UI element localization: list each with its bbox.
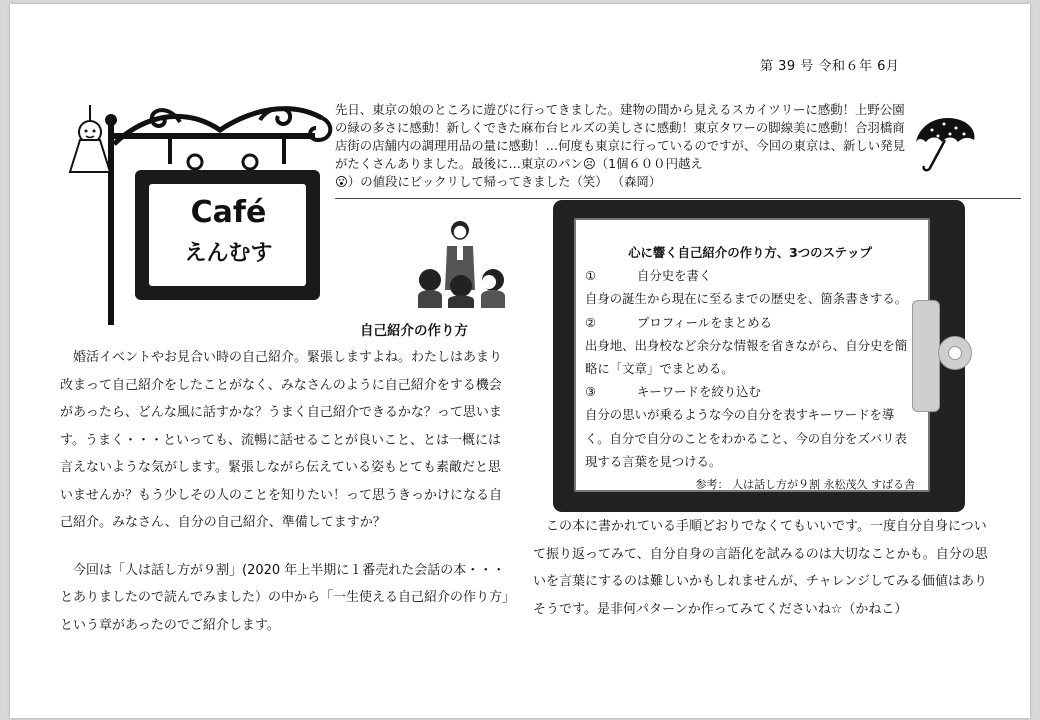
right-column-body — [533, 513, 988, 623]
step-heading-text: 自分史を書く — [637, 268, 712, 284]
sign-title: Café — [190, 195, 267, 230]
step-2-heading — [585, 311, 915, 334]
clipboard-clip-hole — [948, 346, 962, 360]
left-section-title: 自己紹介の作り方 — [360, 323, 468, 339]
left-paragraph-2: 今回は「人は話し方が９割」(2020 年上半期に１番売れた会話の本・・・とありましたので読んでみました）の中から「一生使える自己紹介の作り方」という章があったのでご紹介します。 — [60, 562, 509, 633]
steps-reference: 参考： 人は話し方が９割 永松茂久 すばる舎 — [695, 478, 915, 492]
steps-box — [585, 241, 915, 496]
teru-teru-bozu-icon — [70, 105, 110, 172]
step-2-body: 出身地、出身校など余分な情報を省きながら、自分史を簡略に「文章」でまとめる。 — [585, 337, 908, 377]
people-talking-icon — [415, 218, 510, 308]
step-heading-text: キーワードを絞り込む — [637, 384, 761, 400]
left-paragraph-1: 婚活イベントやお見合い時の自己紹介。緊張しますよね。わたしはあまり改まって自己紹介をしたことがなく、みなさんのように自己紹介をする機会があったら、どんな風に話すかな？うまく自己紹介できるかな？って思います。うまく・・・といっても、流暢に話せることが良いこと、とは一概には言えないような気がします。緊張しながら伝えている姿もとても素敵だと思いませんか？もう少しその人のことを知りたい！って思うきっかけになる自己紹介。みなさん、自分の自己紹介、準備してますか？ — [60, 350, 503, 530]
step-1-heading — [585, 264, 915, 287]
step-number: ③ — [585, 384, 597, 400]
step-1-body: 自身の誕生から現在に至るまでの歴史を、箇条書きする。 — [585, 291, 908, 307]
step-number: ② — [585, 314, 597, 330]
right-paragraph: この本に書かれている手順どおりでなくてもいいです。一度自分自身について振り返ってみて、自分自身の言語化を試みるのは大切なことかも。自分の思いを言葉にするのは難しいかもしれませんが、チャレンジしてみる価値はありそうです。是非何パターンか作ってみてくださいね☆（かねこ） — [533, 519, 988, 617]
intro-text-2: （1個６００円越え — [595, 156, 703, 171]
issue-date: 第 39 号 令和６年 6月 — [760, 59, 900, 74]
umbrella-icon — [912, 112, 978, 174]
surprised-face-icon: 😮 — [335, 174, 348, 189]
step-3-body: 自分の思いが乗るような今の自分を表すキーワードを導く。自分で自分のことをわかること、今の自分をズバリ表現する言葉を見つける。 — [585, 407, 907, 469]
intro-paragraph — [335, 101, 910, 191]
intro-text: 先日、東京の娘のところに遊びに行ってきました。建物の間から見えるスカイツリーに感動！上野公園の緑の多さに感動！新しくできた麻布台ヒルズの美しさに感動！東京タワーの脚線美に感動！合羽橋商店街の店舗内の調理用品の量に感動！…何度も東京に行っているのですが、今回の東京は、新しい発見がたくさんありました。最後に…東京のパン — [335, 102, 905, 171]
step-heading-text: プロフィールをまとめる — [637, 314, 773, 330]
steps-title: 心に響く自己紹介の作り方、3つのステップ — [628, 245, 872, 260]
sign-subtitle: えんむす — [184, 241, 273, 266]
clipboard-clip — [912, 300, 940, 412]
left-column-body — [60, 344, 510, 639]
intro-text-3: ）の値段にビックリして帰ってきました（笑） （森岡） — [347, 174, 662, 189]
step-3-heading — [585, 380, 915, 403]
step-number: ① — [585, 268, 597, 284]
sad-face-icon: ☹ — [582, 156, 596, 171]
divider-line — [335, 198, 1021, 199]
